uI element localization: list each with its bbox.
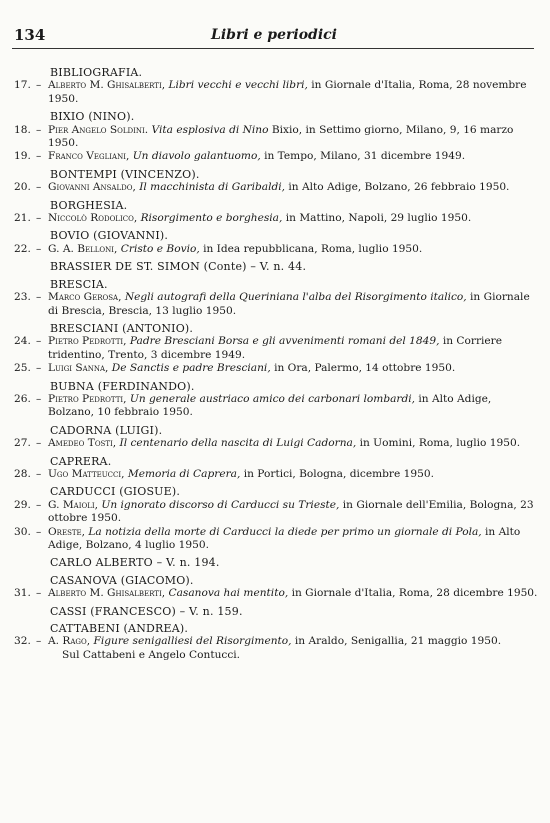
entry-author: Pier Angelo Soldini. (48, 123, 149, 136)
bibliography-entry (14, 335, 538, 362)
section-heading: BRESCIANI (ANTONIO). (50, 321, 194, 335)
entry-publication: in Ora, Palermo, 14 ottobre 1950. (274, 362, 456, 375)
entry-number: 24. (14, 335, 31, 348)
entry-number: 27. (14, 437, 31, 450)
entry-publication: in Idea repubblicana, Roma, luglio 1950. (203, 242, 423, 255)
entry-title: Libri vecchi e vecchi libri, (168, 79, 308, 92)
entry-number: 20. (14, 181, 31, 194)
bibliography-list (14, 66, 538, 662)
entry-number: 28. (14, 467, 31, 480)
entry-author: G. A. Belloni, (48, 242, 118, 255)
entry-dash: – (36, 635, 42, 648)
entry-title: Memoria di Caprera, (127, 467, 241, 480)
section-heading: BIBLIOGRAFIA. (50, 66, 143, 79)
entry-title: La notizia della morte di Carducci la diede per primo un giornale di Pola, (88, 525, 482, 538)
entry-title: Negli autografi della Queriniana l'alba del Risorgimento italico, (124, 291, 467, 304)
entry-title: Casanova hai mentito, (168, 587, 289, 600)
entry-dash: – (36, 79, 42, 92)
entry-author: Alberto M. Ghisalberti, (48, 587, 166, 600)
bibliography-entry (14, 243, 538, 256)
running-title: Libri e periodici (211, 27, 337, 43)
entry-author: Niccolò Rodolico, (48, 212, 138, 225)
entry-author: Luigi Sanna, (48, 362, 109, 375)
entry-dash: – (36, 242, 42, 255)
entry-title: Padre Bresciani Borsa e gli avvenimenti romani del 1849, (129, 335, 440, 348)
bibliography-entry (14, 393, 538, 420)
entry-title: Un generale austriaco amico dei carbonari lombardi, (129, 392, 416, 405)
entry-text (48, 437, 538, 450)
entry-number: 21. (14, 212, 31, 225)
entry-text (48, 499, 538, 526)
entry-text (48, 150, 538, 163)
bibliography-entry (14, 362, 538, 375)
bibliography-entry (14, 181, 538, 194)
entry-author: Marco Gerosa, (48, 291, 122, 304)
entry-text (48, 291, 538, 318)
entry-text (48, 124, 538, 151)
entry-publication: in Tempo, Milano, 31 dicembre 1949. (264, 150, 466, 163)
entry-number: 17. (14, 79, 31, 92)
bibliography-entry (14, 79, 538, 106)
entry-dash: – (36, 123, 42, 136)
entry-dash: – (36, 181, 42, 194)
section-heading: BUBNA (FERDINANDO). (50, 379, 195, 393)
section-heading: CASSI (FRANCESCO) – V. n. 159. (50, 604, 243, 618)
section-heading: BIXIO (NINO). (50, 110, 135, 124)
page-number: 134 (14, 26, 46, 44)
entry-author: Amedeo Tosti, (48, 437, 117, 450)
bibliography-entry (14, 212, 538, 225)
section-heading: CAPRERA. (50, 454, 112, 468)
section-heading: BORGHESIA. (50, 198, 128, 212)
section-heading: BONTEMPI (VINCENZO). (50, 167, 200, 181)
entry-publication: in Alto Adige, Bolzano, 10 febbraio 1950. (48, 392, 492, 419)
entry-text (48, 393, 538, 420)
bibliography-entry (14, 150, 538, 163)
entry-author: A. Rago, (48, 635, 91, 648)
entry-author: Pietro Pedrotti, (48, 335, 127, 348)
entry-publication: in Portici, Bologna, dicembre 1950. (243, 467, 434, 480)
entry-author: G. Maioli, (48, 498, 99, 511)
entry-publication: in Uomini, Roma, luglio 1950. (359, 437, 521, 450)
entry-number: 26. (14, 392, 31, 405)
entry-author: Ugo Matteucci, (48, 467, 125, 480)
entry-text (48, 635, 538, 648)
entry-publication: in Mattino, Napoli, 29 luglio 1950. (285, 212, 472, 225)
bibliography-entry (14, 499, 538, 526)
entry-title: Cristo e Bovio, (120, 242, 200, 255)
entry-text (48, 362, 538, 375)
entry-dash: – (36, 335, 42, 348)
entry-title: Un ignorato discorso di Carducci su Trieste, (101, 498, 340, 511)
section-heading: CASANOVA (GIACOMO). (50, 573, 194, 587)
entry-number: 29. (14, 498, 31, 511)
entry-text (48, 468, 538, 481)
entry-dash: – (36, 525, 42, 538)
entry-title: Vita esplosiva di Nino (151, 123, 269, 136)
entry-number: 30. (14, 525, 31, 538)
entry-publication: in Giornale d'Italia, Roma, 28 novembre 1950. (48, 79, 527, 105)
section-heading: BOVIO (GIOVANNI). (50, 229, 169, 243)
entry-number: 19. (14, 150, 31, 163)
section-heading: CADORNA (LUIGI). (50, 423, 163, 437)
section-heading: BRASSIER DE ST. SIMON (Conte) – V. n. 44. (50, 260, 307, 274)
entry-publication: in Alto Adige, Bolzano, 4 luglio 1950. (48, 525, 521, 551)
bibliography-entry (14, 124, 538, 151)
entry-text (48, 587, 538, 600)
entry-publication: in Araldo, Senigallia, 21 maggio 1950. (294, 635, 502, 648)
bibliography-entry (14, 587, 538, 600)
entry-author: Alberto M. Ghisalberti, (48, 79, 166, 92)
entry-author: Oreste, (48, 525, 86, 538)
entry-number: 32. (14, 635, 31, 648)
entry-dash: – (36, 212, 42, 225)
entry-publication: in Alto Adige, Bolzano, 26 febbraio 1950. (288, 181, 510, 194)
entry-title: De Sanctis e padre Bresciani, (111, 362, 271, 375)
entry-author: Giovanni Ansaldo, (48, 181, 136, 194)
section-heading: CATTABENI (ANDREA). (50, 622, 189, 636)
entry-dash: – (36, 587, 42, 600)
entry-dash: – (36, 437, 42, 450)
section-heading: CARLO ALBERTO – V. n. 194. (50, 556, 220, 570)
entry-number: 18. (14, 123, 31, 136)
entry-title: Figure senigalliesi del Risorgimento, (93, 635, 292, 648)
entry-text (48, 526, 538, 553)
entry-text (48, 212, 538, 225)
entry-text (48, 243, 538, 256)
entry-publication: in Giornale di Brescia, Brescia, 13 luglio 1950. (48, 291, 530, 317)
entry-title: Il centenario della nascita di Luigi Cadorna, (119, 437, 357, 450)
bibliography-entry (14, 526, 538, 553)
entry-title: Il macchinista di Garibaldi, (139, 181, 285, 194)
entry-text (48, 79, 538, 106)
entry-dash: – (36, 498, 42, 511)
entry-author: Franco Vegliani, (48, 150, 130, 163)
entry-dash: – (36, 362, 42, 375)
entry-dash: – (36, 467, 42, 480)
entry-note: Sul Cattabeni e Angelo Contucci. (62, 648, 241, 661)
entry-number: 22. (14, 242, 31, 255)
entry-number: 25. (14, 362, 31, 375)
entry-title: Un diavolo galantuomo, (132, 150, 261, 163)
bibliography-entry (14, 437, 538, 450)
entry-title: Risorgimento e borghesia, (140, 212, 283, 225)
entry-text (48, 335, 538, 362)
entry-number: 23. (14, 291, 31, 304)
entry-publication: in Giornale d'Italia, Roma, 28 dicembre 1950. (291, 587, 538, 600)
bibliography-entry (14, 291, 538, 318)
section-heading: BRESCIA. (50, 277, 108, 291)
entry-publication: in Giornale dell'Emilia, Bologna, 23 ottobre 1950. (48, 498, 534, 525)
section-heading: CARDUCCI (GIOSUE). (50, 485, 181, 499)
bibliography-entry (14, 635, 538, 648)
entry-dash: – (36, 150, 42, 163)
entry-text (48, 181, 538, 194)
entry-dash: – (36, 291, 42, 304)
entry-number: 31. (14, 587, 31, 600)
header-rule (12, 48, 534, 49)
bibliography-entry (14, 468, 538, 481)
entry-publication: in Corriere tridentino, Trento, 3 dicembre 1949. (48, 335, 503, 361)
entry-publication: Bixio, in Settimo giorno, Milano, 9, 16 marzo 1950. (48, 123, 514, 150)
entry-author: Pietro Pedrotti, (48, 392, 127, 405)
entry-dash: – (36, 392, 42, 405)
page-header (14, 26, 534, 46)
